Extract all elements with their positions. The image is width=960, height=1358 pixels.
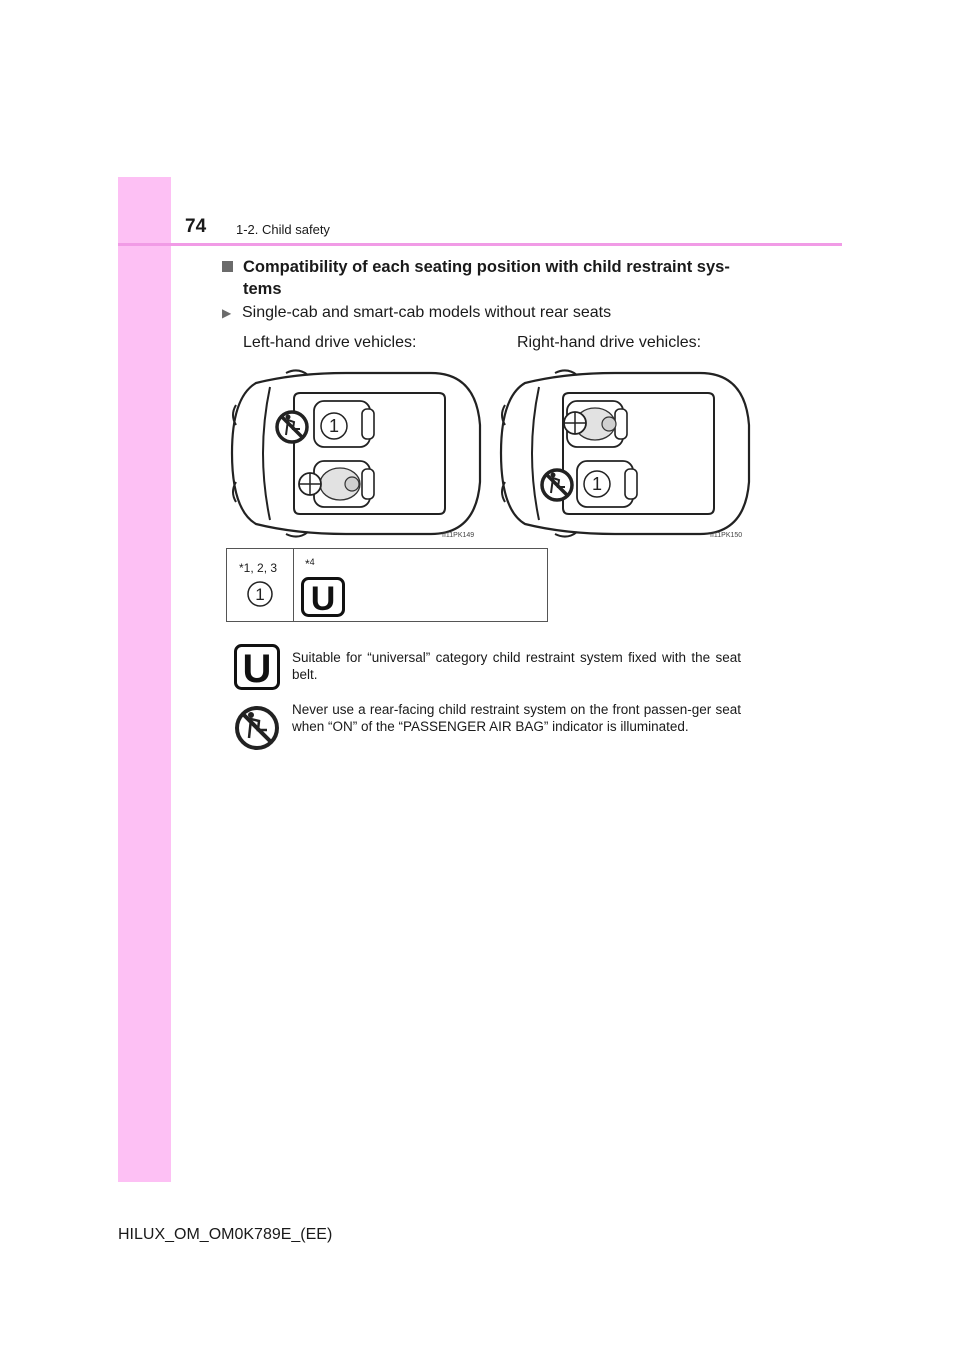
seat-note-text: 1, 2, 3 <box>243 561 278 575</box>
right-hand-drive-caption: Right-hand drive vehicles: <box>517 334 702 351</box>
table-seat-number: 1 <box>255 585 265 604</box>
footer-doc-code: HILUX_OM_OM0K789E_(EE) <box>118 1226 333 1243</box>
legend-no-rear-facing-icon <box>234 705 280 756</box>
car-top-view-right <box>495 365 751 542</box>
legend-universal-icon <box>234 644 280 695</box>
no-rear-facing-child-seat-icon <box>234 705 280 751</box>
no-rear-facing-child-seat-icon <box>542 470 572 500</box>
seat-position-cell <box>247 581 273 612</box>
table-divider <box>293 549 294 621</box>
car-top-view-left <box>226 365 482 542</box>
model-line <box>222 304 611 322</box>
right-hand-drive-diagram <box>495 365 751 542</box>
table-u-letter: U <box>310 580 336 617</box>
seat-number-label: 1 <box>328 416 340 436</box>
no-rear-facing-child-seat-icon <box>277 412 307 442</box>
header-rule <box>118 243 842 246</box>
left-hand-drive-diagram <box>226 365 482 542</box>
universal-u-icon <box>301 577 345 617</box>
triangle-bullet-icon: ▶ <box>222 306 232 320</box>
asterisk-icon: * <box>305 557 310 571</box>
universal-u-icon <box>234 644 280 690</box>
category-note-text: 4 <box>309 557 315 567</box>
heading-square-icon <box>222 261 233 272</box>
model-line-text: Single-cab and smart-cab models without rear seats <box>242 304 612 321</box>
seat-note <box>239 561 277 575</box>
legend-no-rear-facing-text: Never use a rear-facing child restraint system on the front passen-ger seat when “ON” of the “PASSENGER AIR BAG” indicator is illuminated. <box>292 702 741 734</box>
section-heading <box>222 256 762 300</box>
universal-category-cell <box>301 577 345 622</box>
legend-u-letter: U <box>242 647 272 690</box>
left-hand-drive-caption: Left-hand drive vehicles: <box>243 334 417 351</box>
page-number: 74 <box>185 216 207 237</box>
side-color-band <box>118 177 171 1182</box>
section-heading-text: Compatibility of each seating position with child restraint sys-tems <box>243 258 730 298</box>
seat-number-circle-icon <box>247 581 273 607</box>
legend-universal-text: Suitable for “universal” category child restraint system fixed with the seat belt. <box>292 650 741 682</box>
chapter-title: 1-2. Child safety <box>236 222 330 237</box>
category-note <box>305 557 315 571</box>
right-diagram-code: II11PK150 <box>710 532 743 539</box>
left-diagram-code: II11PK149 <box>442 532 475 539</box>
compatibility-table <box>226 548 548 622</box>
seat-number-label: 1 <box>591 474 603 494</box>
asterisk-icon: * <box>239 561 244 575</box>
